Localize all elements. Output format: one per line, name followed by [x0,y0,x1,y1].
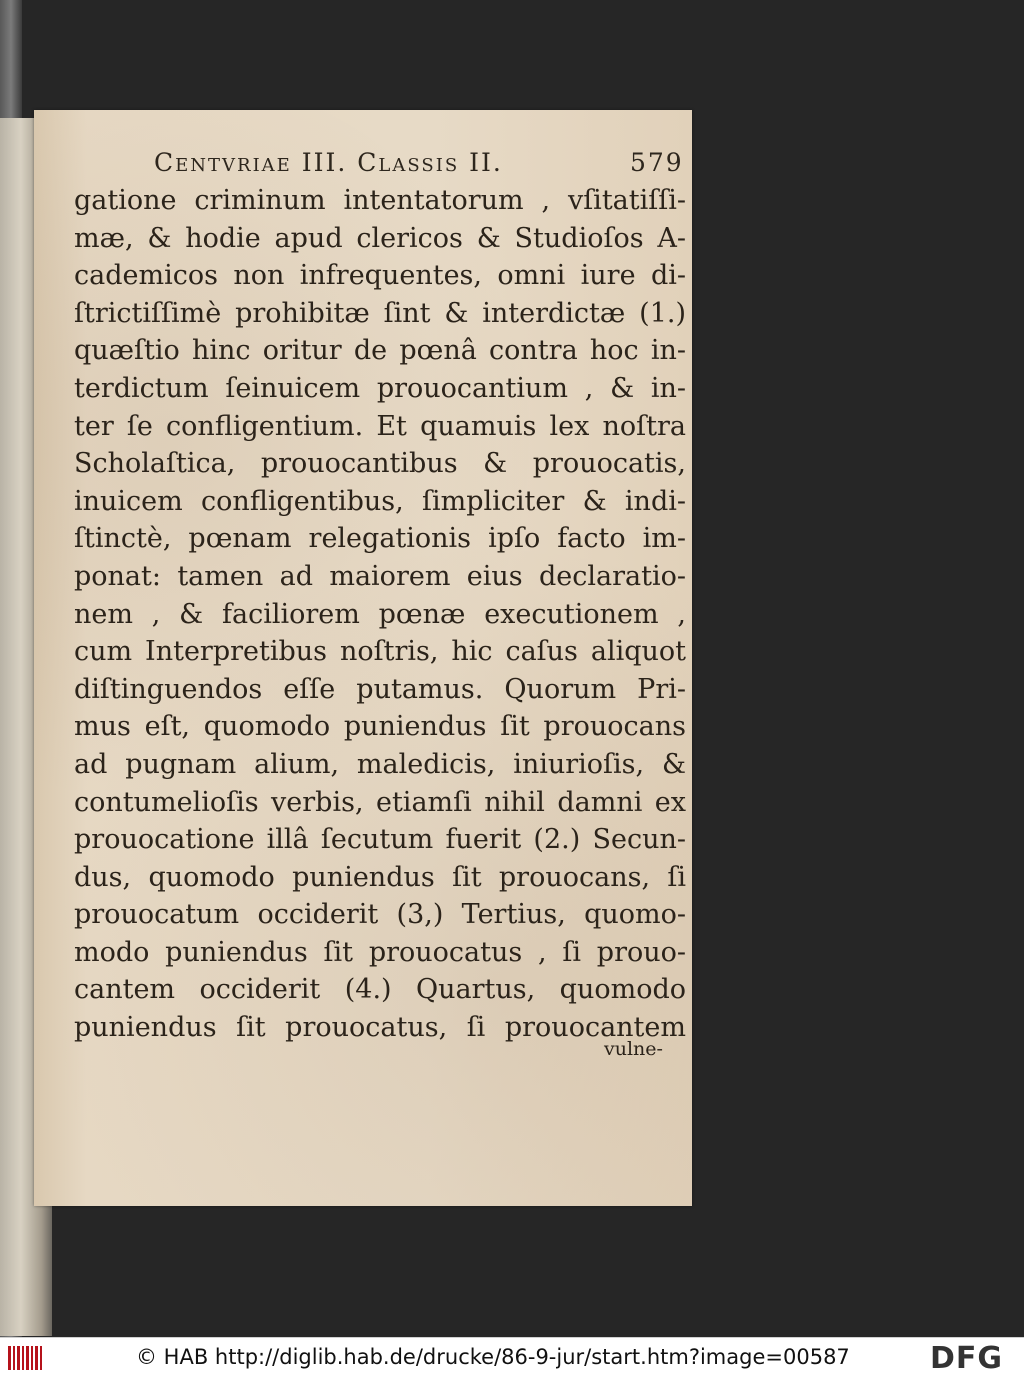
text-line: ad pugnam alium, maledicis, iniurioſis, & [74,748,686,780]
text-line: puniendus ſit prouocatus, ſi prouocantem [74,1012,686,1044]
text-line: prouocatione illâ ſecutum fuerit (2.) Secun- [74,824,686,856]
text-line: gatione criminum intentatorum , vſitatiſſi- [74,185,686,216]
text-line: dus, quomodo puniendus ſit prouocans, ſi [74,861,686,893]
text-line: ponat: tamen ad maiorem eius declaratio- [74,560,686,592]
text-line: inuicem confligentibus, ſimpliciter & indi- [74,485,686,517]
source-link[interactable]: © HAB http://diglib.hab.de/drucke/86-9-jur/start.htm?image=00587 [136,1345,850,1369]
text-line: prouocatum occiderit (3,) Tertius, quomo- [74,899,686,931]
text-line: ſtinctè, pœnam relegationis ipſo facto im- [74,523,686,555]
text-line: contumelioſis verbis, etiamſi nihil damni ex [74,786,686,818]
text-line: Scholaſtica, prouocantibus & prouocatis, [74,448,686,480]
book-page [34,110,692,1206]
text-line: diſtinguendos eſſe putamus. Quorum Pri- [74,673,686,705]
text-line: ſtrictiſſimè prohibitæ ſint & interdictæ (1.) [74,297,686,329]
page-number: 579 [630,148,684,177]
dfg-logo: DFG [930,1341,1004,1376]
text-line: nem , & faciliorem pœnæ executionem , [74,598,686,630]
text-line: cantem occiderit (4.) Quartus, quomodo [74,974,686,1006]
hab-barcode-logo-icon [6,1344,46,1372]
text-line: mæ, & hodie apud clericos & Studioſos A- [74,222,686,254]
text-line: ter ſe confligentium. Et quamuis lex noſtra [74,410,686,442]
running-head-title: Centvriae III. Classis II. [154,148,503,177]
text-line: terdictum ſeinuicem prouocantium , & in- [74,372,686,404]
text-line: modo puniendus ſit prouocatus , ſi prouo- [74,936,686,968]
page-body-text [74,182,686,1047]
catchword: vulne- [604,1038,663,1060]
text-line: mus eſt, quomodo puniendus ſit prouocans [74,711,686,743]
text-line: cademicos non infrequentes, omni iure di- [74,260,686,292]
text-line: cum Interpretibus noſtris, hic caſus aliquot [74,636,686,668]
running-head [154,148,694,182]
footer-bar [0,1337,1024,1378]
text-line: quæſtio hinc oritur de pœnâ contra hoc in- [74,335,686,367]
